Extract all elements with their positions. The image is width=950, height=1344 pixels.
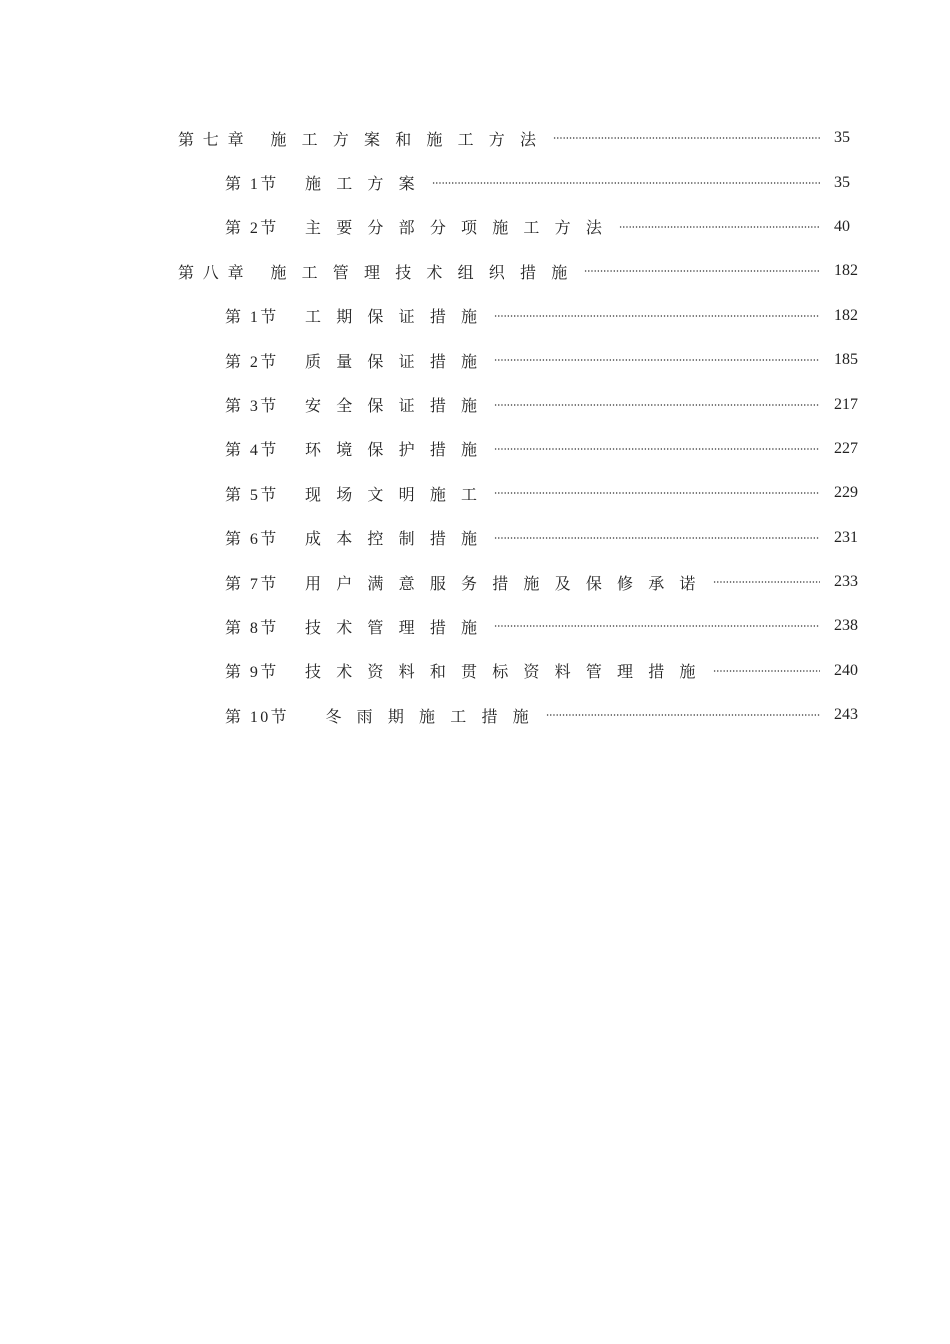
toc-section-number: 第1节 [225, 174, 286, 194]
toc-section-number: 第1节 [225, 307, 286, 327]
toc-entry-title: 主要分部分项施工方法 [305, 218, 618, 238]
toc-section-number: 第4节 [225, 440, 286, 460]
toc-entry[interactable] [0, 338, 950, 382]
toc-entry[interactable] [0, 160, 950, 204]
toc-entry[interactable] [0, 516, 950, 560]
toc-entry[interactable] [0, 427, 950, 471]
toc-entry[interactable] [0, 471, 950, 515]
toc-page-number: 233 [834, 573, 858, 591]
toc-dot-leader [494, 443, 820, 455]
toc-dot-leader [494, 354, 820, 366]
toc-page-number: 231 [834, 528, 858, 546]
toc-dot-leader [553, 132, 820, 144]
toc-entry-title: 质量保证措施 [305, 351, 493, 371]
toc-entry-title: 现场文明施工 [305, 484, 493, 504]
toc-page-number: 227 [834, 439, 858, 457]
toc-section-number: 第8节 [225, 617, 286, 637]
toc-section-number: 第2节 [225, 218, 286, 238]
table-of-contents [0, 116, 950, 737]
toc-page-number: 240 [834, 661, 858, 679]
toc-entry-title: 施工管理技术组织措施 [270, 262, 583, 282]
toc-entry[interactable] [0, 249, 950, 293]
toc-page-number: 182 [834, 262, 858, 280]
toc-chapter-number: 第八章 [178, 262, 253, 282]
toc-section-number: 第3节 [225, 396, 286, 416]
toc-page-number: 217 [834, 395, 858, 413]
toc-section-number: 第9节 [225, 662, 286, 682]
toc-page-number: 35 [834, 173, 850, 191]
toc-section-number: 第6节 [225, 529, 286, 549]
toc-page-number: 229 [834, 484, 858, 502]
toc-page-number: 243 [834, 706, 858, 724]
toc-entry[interactable] [0, 693, 950, 737]
toc-entry-title: 技术资料和贯标资料管理措施 [305, 662, 711, 682]
toc-entry[interactable] [0, 604, 950, 648]
toc-section-number: 第7节 [225, 573, 286, 593]
toc-entry-title: 用户满意服务措施及保修承诺 [305, 573, 711, 593]
toc-entry[interactable] [0, 294, 950, 338]
toc-page-number: 40 [834, 217, 850, 235]
toc-entry-title: 施工方案 [305, 174, 430, 194]
toc-entry-title: 工期保证措施 [305, 307, 493, 327]
toc-dot-leader [494, 310, 820, 322]
toc-dot-leader [619, 221, 820, 233]
toc-entry-title: 冬雨期施工措施 [325, 706, 544, 726]
toc-dot-leader [494, 487, 820, 499]
toc-entry[interactable] [0, 560, 950, 604]
toc-page-number: 35 [834, 129, 850, 147]
toc-dot-leader [432, 177, 820, 189]
toc-entry[interactable] [0, 382, 950, 426]
toc-page-number: 185 [834, 351, 858, 369]
toc-entry[interactable] [0, 205, 950, 249]
toc-section-number: 第10节 [225, 706, 296, 726]
toc-entry-title: 技术管理措施 [305, 617, 493, 637]
toc-section-number: 第2节 [225, 351, 286, 371]
toc-dot-leader [713, 665, 820, 677]
toc-entry[interactable] [0, 649, 950, 693]
toc-page-number: 238 [834, 617, 858, 635]
toc-dot-leader [713, 576, 820, 588]
toc-dot-leader [546, 709, 820, 721]
toc-entry-title: 环境保护措施 [305, 440, 493, 460]
toc-chapter-number: 第七章 [178, 129, 253, 149]
toc-dot-leader [584, 265, 820, 277]
toc-entry-title: 成本控制措施 [305, 529, 493, 549]
toc-dot-leader [494, 532, 820, 544]
toc-entry-title: 施工方案和施工方法 [270, 129, 552, 149]
toc-entry-title: 安全保证措施 [305, 396, 493, 416]
toc-dot-leader [494, 399, 820, 411]
toc-entry[interactable] [0, 116, 950, 160]
toc-page-number: 182 [834, 306, 858, 324]
toc-dot-leader [494, 620, 820, 632]
toc-section-number: 第5节 [225, 484, 286, 504]
